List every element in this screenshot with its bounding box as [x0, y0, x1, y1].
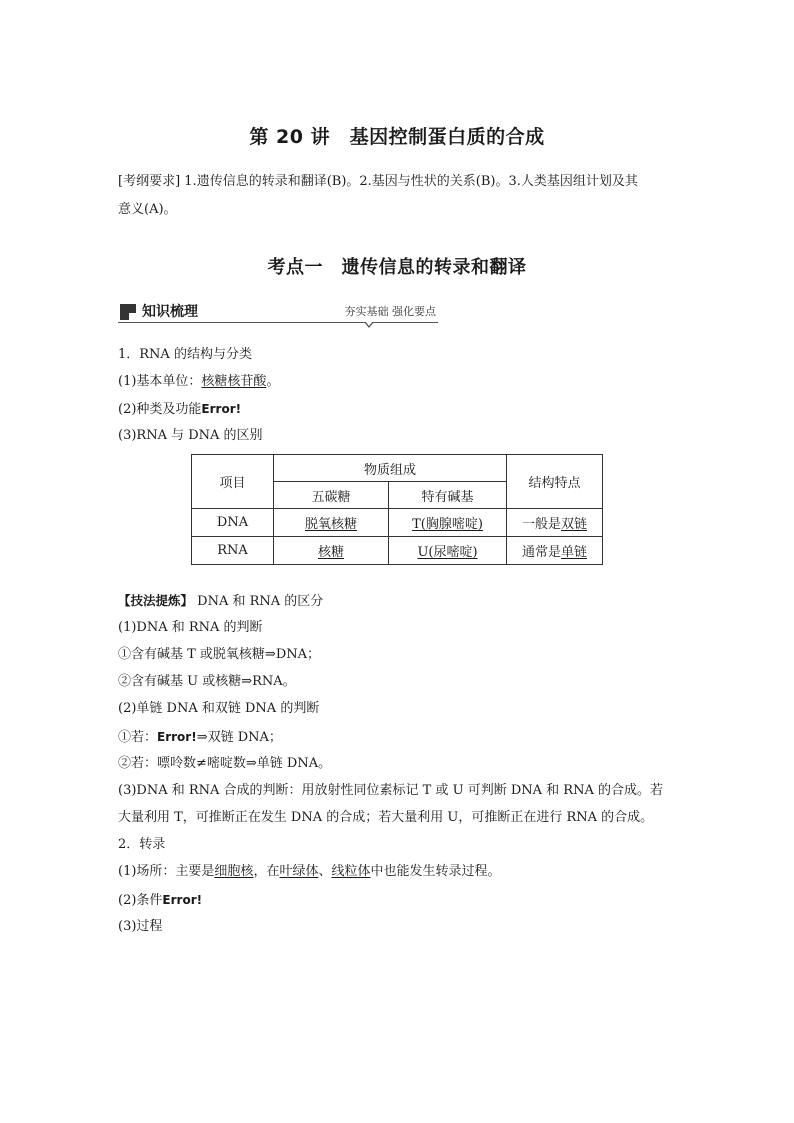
tip-line-8: 大量利用 T，可推断正在发生 DNA 的合成；若大量利用 U，可推断正在进行 RNA 的合成。: [118, 810, 654, 825]
rna-kinds-prefix: (2)种类及功能: [118, 402, 202, 417]
table-cell-name: RNA: [192, 537, 274, 565]
error-text: Error!: [162, 893, 203, 907]
table-cell-name: DNA: [192, 509, 274, 537]
rna-unit-prefix: (1)基本单位：: [118, 374, 202, 389]
tip-line-1: (1)DNA 和 RNA 的判断: [118, 620, 263, 635]
tip-title: DNA 和 RNA 的区分: [193, 594, 324, 609]
tip-line-5-prefix: ①若：: [118, 730, 158, 745]
table-row: [192, 537, 603, 565]
place-answer-mitochondria: 线粒体: [331, 864, 371, 879]
table-cell-base: U(尿嘧啶): [389, 537, 507, 565]
rna-unit-line: [118, 372, 279, 392]
section-rule: [118, 322, 438, 323]
section-subtitle: 夯实基础 强化要点: [344, 305, 436, 318]
table-cell-base: T(胸腺嘧啶): [389, 509, 507, 537]
tip-line-5-suffix: ⇒双链 DNA；: [196, 730, 282, 745]
rna-kinds-line: [118, 399, 241, 420]
syllabus-label: [考纲要求]: [118, 174, 181, 189]
rna-unit-suffix: 。: [266, 374, 280, 389]
section-name: 知识梳理: [142, 304, 198, 320]
table-header-base: 特有碱基: [389, 482, 507, 509]
table-header-structure: 结构特点: [507, 455, 603, 509]
transcription-place-line: [118, 862, 501, 882]
rna-dna-table: [191, 454, 603, 565]
table-header-row: [192, 455, 603, 482]
tip-line-3: ②含有碱基 U 或核糖⇒RNA。: [118, 674, 296, 689]
tip-line-5: [118, 727, 282, 748]
place-prefix: (1)场所：主要是: [118, 864, 215, 879]
place-mid-1: ，在: [253, 864, 280, 879]
transcription-process-line: (3)过程: [118, 919, 163, 934]
point-title: 考点一 遗传信息的转录和翻译: [267, 257, 527, 278]
syllabus-line-2: 意义(A)。: [118, 202, 177, 217]
error-text: Error!: [201, 402, 242, 416]
syllabus-line-1: [118, 172, 638, 192]
rna-diff-heading: (3)RNA 与 DNA 的区别: [118, 428, 263, 443]
place-mid-2: 、: [318, 864, 332, 879]
transcription-heading: 2．转录: [118, 837, 166, 852]
tip-line-4: (2)单链 DNA 和双链 DNA 的判断: [118, 701, 320, 716]
table-cell-structure-answer: 单链: [561, 545, 588, 560]
condition-prefix: (2)条件: [118, 893, 163, 908]
place-suffix: 中也能发生转录过程。: [370, 864, 501, 879]
table-header-composition: 物质组成: [274, 455, 507, 482]
table-cell-structure-prefix: 通常是: [521, 545, 561, 560]
lecture-title: 第 20 讲 基因控制蛋白质的合成: [249, 126, 545, 148]
table-cell-sugar: 脱氧核糖: [274, 509, 389, 537]
table-cell-structure-answer: 双链: [561, 517, 588, 532]
rna-unit-answer: 核糖核苷酸: [201, 374, 267, 389]
table-cell-sugar: 核糖: [274, 537, 389, 565]
tip-line-2: ①含有碱基 T 或脱氧核糖⇒DNA；: [118, 647, 321, 662]
place-answer-nucleus: 细胞核: [214, 864, 254, 879]
table-header-item: 项目: [192, 455, 274, 509]
syllabus-text-1: 1.遗传信息的转录和翻译(B)。2.基因与性状的关系(B)。3.人类基因组计划及其: [180, 174, 638, 189]
section-header: [118, 300, 438, 326]
table-header-sugar: 五碳糖: [274, 482, 389, 509]
tip-line-7: (3)DNA 和 RNA 合成的判断：用放射性同位素标记 T 或 U 可判断 DNA 和 RNA 的合成。若: [118, 783, 663, 798]
table-cell-structure-prefix: 一般是: [521, 517, 561, 532]
rna-heading: 1．RNA 的结构与分类: [118, 347, 252, 362]
table-cell-structure: [507, 537, 603, 565]
error-text: Error!: [157, 730, 197, 744]
table-cell-structure: [507, 509, 603, 537]
tip-label: 【技法提炼】: [118, 593, 194, 608]
place-answer-chloroplast: 叶绿体: [279, 864, 319, 879]
tip-heading: [118, 591, 323, 612]
tip-line-6: ②若：嘌呤数≠嘧啶数⇒单链 DNA。: [118, 756, 332, 771]
section-square-icon: [120, 304, 136, 320]
transcription-condition-line: [118, 890, 202, 911]
table-row: [192, 509, 603, 537]
section-pointer-icon: [364, 322, 374, 328]
